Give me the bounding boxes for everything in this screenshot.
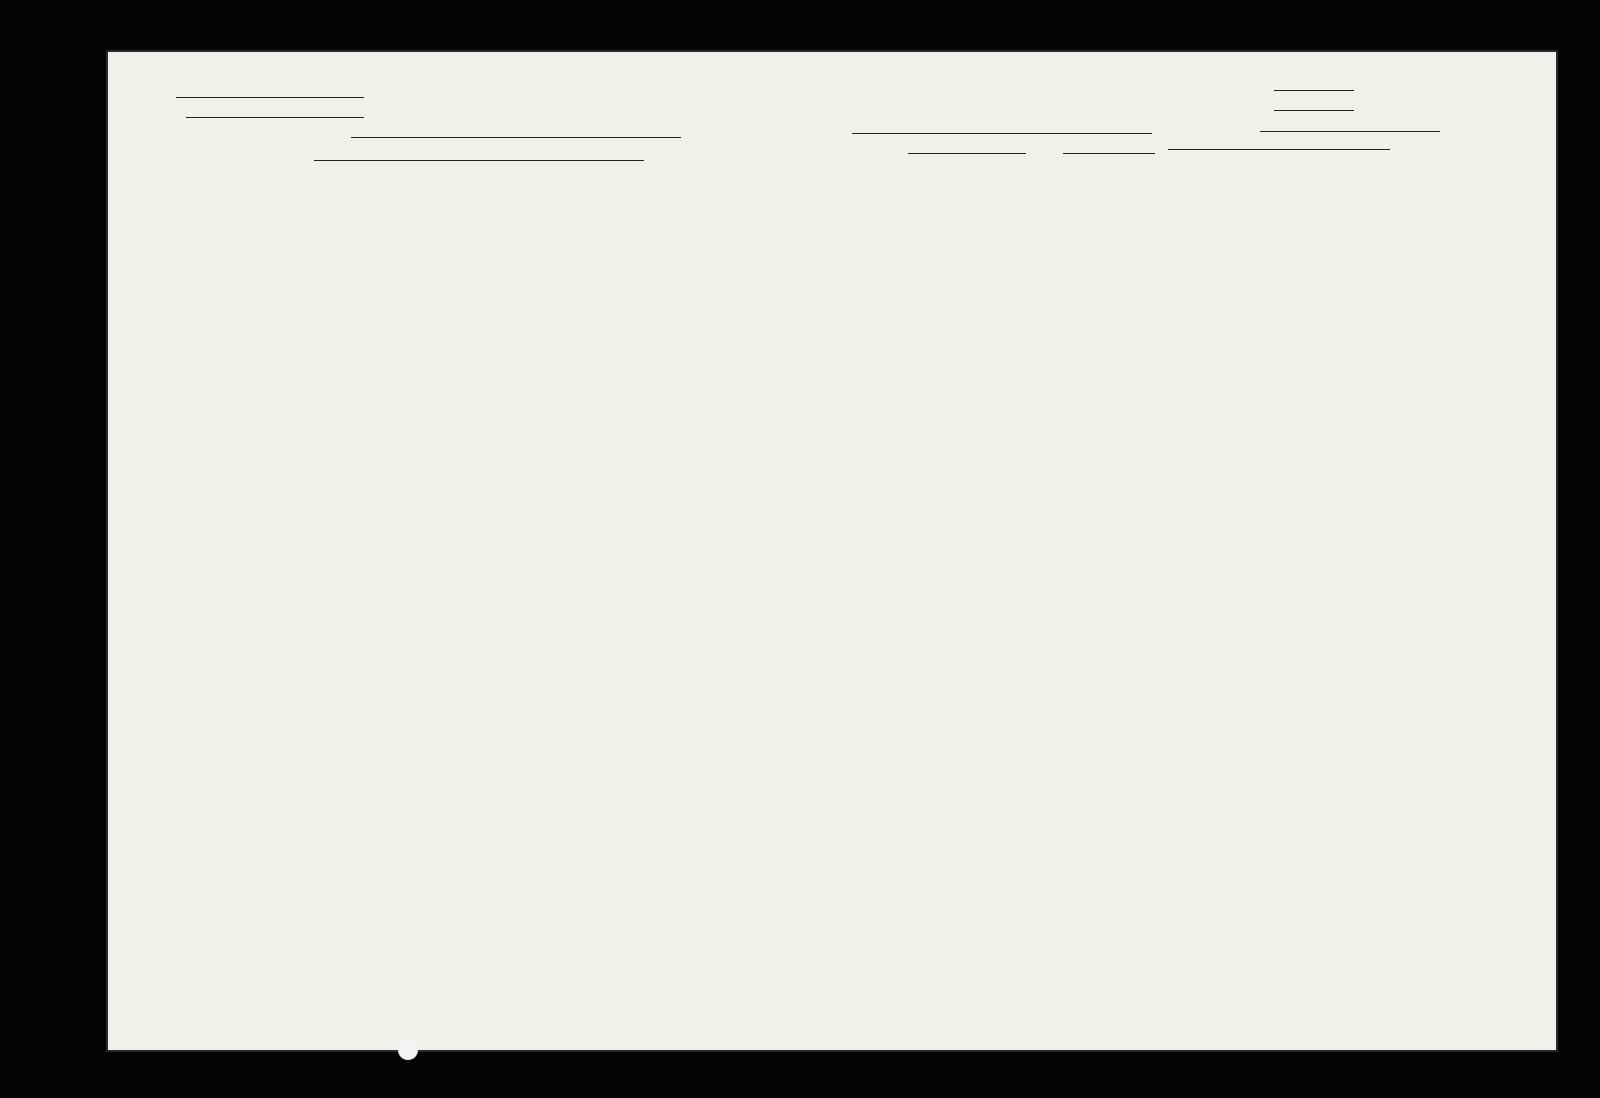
film-punch-hole bbox=[398, 1040, 418, 1060]
census-grid bbox=[108, 52, 1556, 1050]
census-sheet bbox=[108, 52, 1556, 1050]
film-margin bbox=[0, 0, 108, 1098]
